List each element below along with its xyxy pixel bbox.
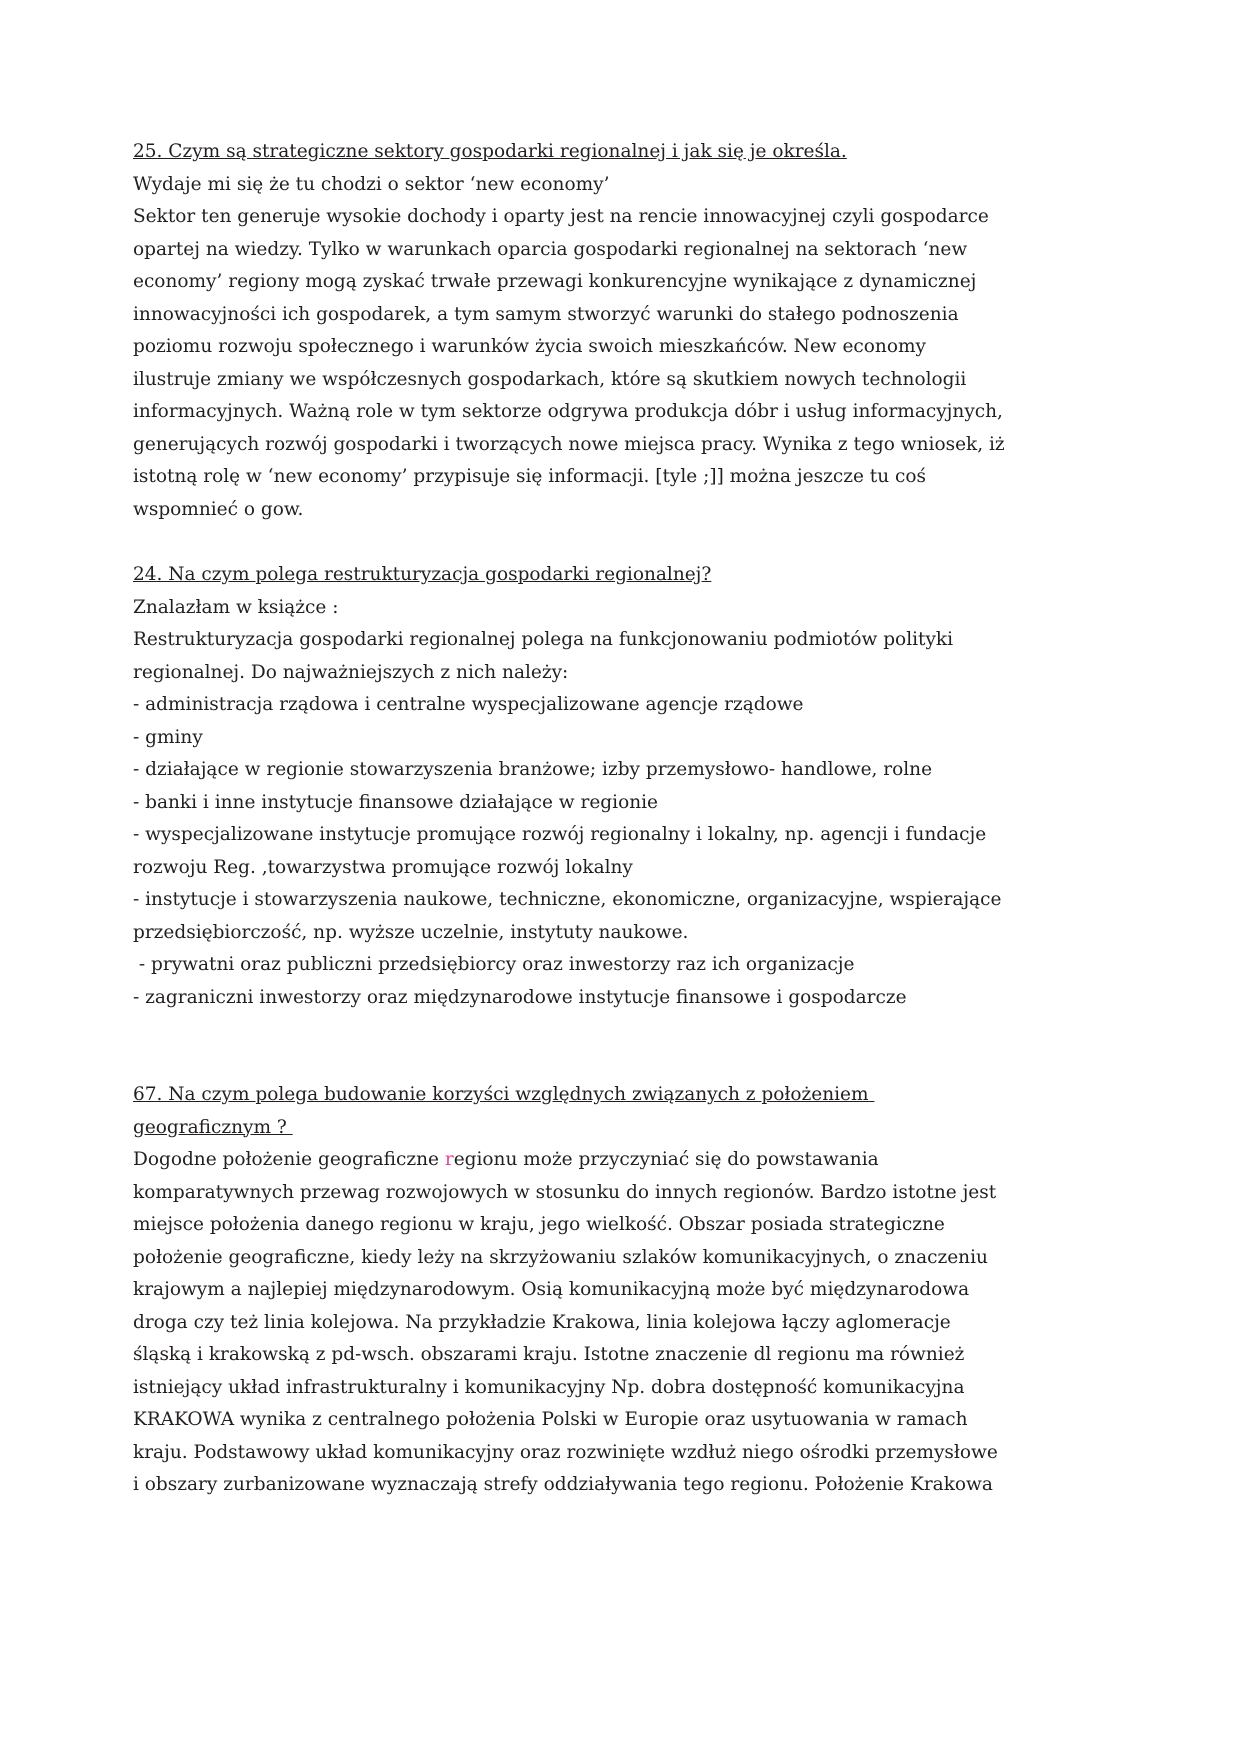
list-item: - działające w regionie stowarzyszenia branżowe; izby przemysłowo- handlowe, rolne [133,759,933,780]
list-item: - administracja rządowa i centralne wyspecjalizowane agencje rządowe [133,694,804,715]
list-item: - banki i inne instytucje finansowe działające w regionie [133,791,658,813]
question-25-intro-line: Wydaje mi się że tu chodzi o sektor ‘new economy’ [133,173,610,195]
list-item: - gminy [133,726,203,748]
accent-letter: r [444,1149,454,1170]
text-run: Dogodne położenie geograficzne [133,1149,445,1170]
question-24-heading: 24. Na czym polega restrukturyzacja gospodarki regionalnej? [133,564,712,585]
list-item: - zagraniczni inwestorzy oraz międzynarodowe instytucje finansowe i gospodarcze [133,986,907,1008]
list-item: - wyspecjalizowane instytucje promujące rozwój regionalny i lokalny, np. agencji i fundacje rozwoju Reg. ,towarzystwa promujące rozwój lokalny [133,824,993,878]
section-question-67 [133,1079,1008,1502]
question-25-answer-paragraph: Sektor ten generuje wysokie dochody i oparty jest na rencie innowacyjnej czyli gospodarce opartej na wiedzy. Tylko w warunkach oparcia gospodarki regionalnej na sektorach ‘new economy’ regiony mogą zyskać trwałe przewagi konkurencyjne wynikające z dynamicznej innowacyjności ich gospodarek, a tym samym stworzyć warunki do stałego podnoszenia poziomu rozwoju społecznego i warunków życia swoich mieszkańców. New economy ilustruje zmiany we współczesnych gospodarkach, które są skutkiem nowych technologii informacyjnych. Ważną role w tym sektorze odgrywa produkcja dóbr i usług informacyjnych, generujących rozwój gospodarki i tworzących nowe miejsca pracy. Wynika z tego wniosek, iż istotną rolę w ‘new economy’ przypisuje się informacji. [tyle ;]] można jeszcze tu coś wspomnieć o gow. [133,206,1011,520]
question-67-heading: 67. Na czym polega budowanie korzyści względnych związanych z położeniem geograficznym ? [133,1084,875,1138]
section-question-25 [133,136,1011,526]
text-run: egionu może przyczyniać się do powstawania komparatywnych przewag rozwojowych w stosunku do innych regionów. Bardzo istotne jest miejsce położenia danego regionu w kraju, jego wielkość. Obszar posiada strategiczne położenie geograficzne, kiedy leży na skrzyżowaniu szlaków komunikacyjnych, o znaczeniu krajowym a najlepiej międzynarodowym. Osią komunikacyjną może być międzynarodowa droga czy też linia kolejowa. Na przykładzie Krakowa, linia kolejowa łączy aglomeracje śląską i krakowską z pd-wsch. obszarami kraju. Istotne znaczenie dl regionu ma również istniejący układ infrastrukturalny i komunikacyjny Np. dobra dostępność komunikacyjna KRAKOWA wynika z centralnego położenia Polski w Europie oraz usytuowania w ramach kraju. Podstawowy układ komunikacyjny oraz rozwinięte wzdłuż niego ośrodki przemysłowe i obszary zurbanizowane wyznaczają strefy oddziaływania tego regionu. Położenie Krakowa [133,1149,1004,1495]
question-24-list [133,689,1008,1014]
question-67-answer-paragraph [133,1144,1008,1502]
question-24-answer-paragraph: Restrukturyzacja gospodarki regionalnej polega na funkcjonowaniu podmiotów polityki regionalnej. Do najważniejszych z nich należy: [133,629,959,683]
list-item: - instytucje i stowarzyszenia naukowe, techniczne, ekonomiczne, organizacyjne, wspierające przedsiębiorczość, np. wyższe uczelnie, instytuty naukowe. [133,889,1008,943]
list-item: - prywatni oraz publiczni przedsiębiorcy oraz inwestorzy raz ich organizacje [133,954,855,975]
document-content [133,136,1011,1502]
section-question-24 [133,559,1008,1014]
question-24-intro-line: Znalazłam w książce : [133,596,339,618]
question-25-heading: 25. Czym są strategiczne sektory gospodarki regionalnej i jak się je określa. [133,141,847,162]
